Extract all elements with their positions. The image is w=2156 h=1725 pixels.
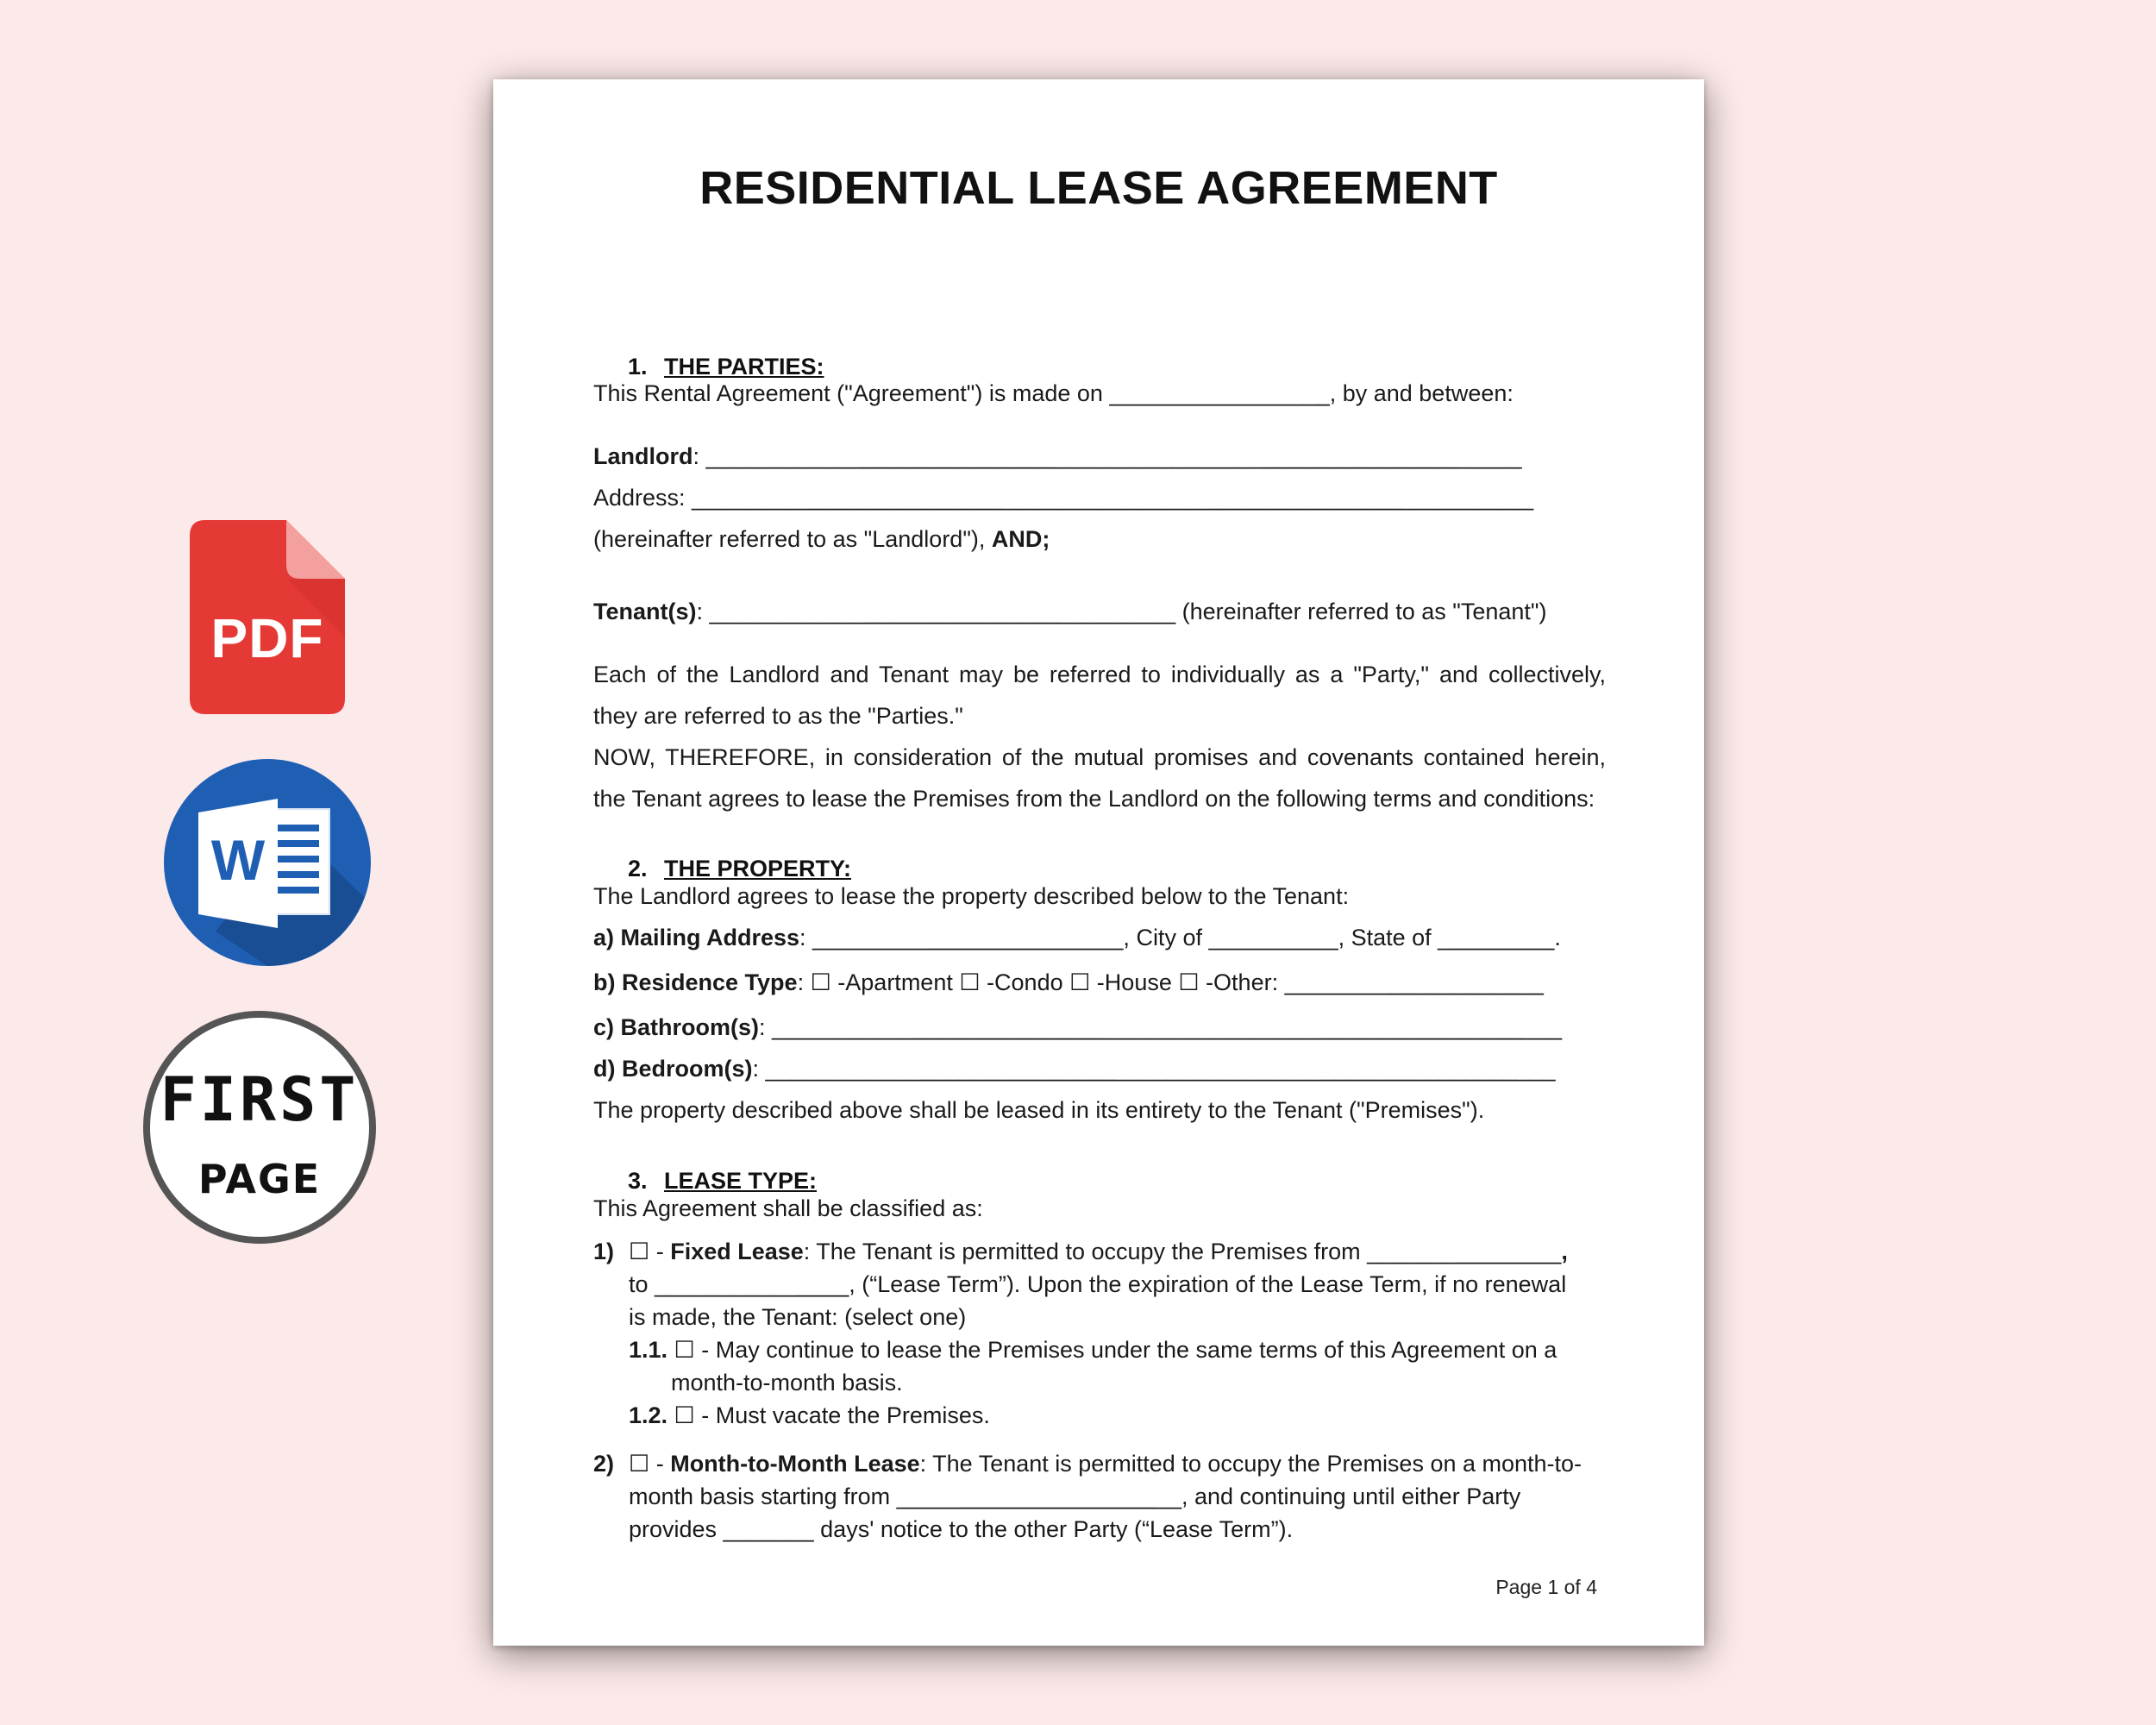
document-title: RESIDENTIAL LEASE AGREEMENT xyxy=(699,162,1498,214)
premises-closing: The property described above shall be leased in its entirety to the Tenant ("Premises"). xyxy=(593,1097,1485,1123)
section-3-heading xyxy=(628,1168,817,1195)
bathrooms-label: c) Bathroom(s) xyxy=(593,1014,760,1040)
fixed-lease-label: Fixed Lease xyxy=(670,1239,804,1264)
first-page-badge xyxy=(143,1011,376,1244)
option-1-number xyxy=(593,1237,614,1266)
checkbox: ☐ - xyxy=(629,1451,671,1477)
section-number: 1. xyxy=(628,354,648,380)
landlord-blank: : _______________________________________________________________ xyxy=(693,443,1522,469)
bathrooms-line xyxy=(593,1013,1562,1042)
section-title: THE PROPERTY: xyxy=(664,856,852,881)
mailing-address-blank: : ________________________, City of __________, State of _________. xyxy=(799,925,1561,950)
month-to-month-line-3: provides _______ days' notice to the other Party (“Lease Term”). xyxy=(629,1516,1294,1542)
lease-type-intro: This Agreement shall be classified as: xyxy=(593,1195,983,1221)
landlord-label: Landlord xyxy=(593,443,693,469)
address-line: Address: _________________________________________________________________ xyxy=(593,485,1534,511)
checkbox: ☐ - xyxy=(629,1239,671,1264)
and-word: AND; xyxy=(991,526,1050,552)
month-to-month-label: Month-to-Month Lease xyxy=(670,1451,920,1477)
svg-text:W: W xyxy=(210,828,266,892)
sub-option-number: 1.2. xyxy=(629,1402,668,1428)
section-title: THE PARTIES: xyxy=(664,354,824,380)
parties-paragraph-line-1: Each of the Landlord and Tenant may be referred to individually as a "Party," and collectively, xyxy=(593,662,1606,687)
sub-option-number: 1.1. xyxy=(629,1337,668,1363)
bedrooms-line xyxy=(593,1054,1556,1083)
tenant-label: Tenant(s) xyxy=(593,599,697,624)
option-2-number xyxy=(593,1449,614,1478)
pdf-file-icon xyxy=(190,520,345,714)
residence-type-options: : ☐ -Apartment ☐ -Condo ☐ -House ☐ -Other: ____________________ xyxy=(797,969,1544,995)
therefore-line-1: NOW, THEREFORE, in consideration of the mutual promises and covenants contained herein, xyxy=(593,744,1606,770)
section-number: 2. xyxy=(628,856,648,881)
month-to-month-line-2: month basis starting from ______________________, and continuing until either Party xyxy=(629,1484,1521,1509)
page-label: PAGE xyxy=(197,1156,322,1202)
fixed-lease-line-3: is made, the Tenant: (select one) xyxy=(629,1304,967,1330)
fixed-lease-line xyxy=(629,1237,1568,1266)
to-blank: to _______________ xyxy=(629,1271,849,1297)
hereinafter-landlord xyxy=(593,524,1050,554)
fixed-lease-line-2 xyxy=(629,1270,1566,1299)
first-label: FIRST xyxy=(160,1064,360,1135)
fixed-lease-text: : The Tenant is permitted to occupy the Premises from _______________ xyxy=(803,1239,1562,1264)
tenant-blank: : ____________________________________ (hereinafter referred to as "Tenant") xyxy=(696,599,1547,624)
section-title: LEASE TYPE: xyxy=(664,1168,818,1194)
option-number: 2) xyxy=(593,1451,615,1477)
property-intro: The Landlord agrees to lease the property described below to the Tenant: xyxy=(593,883,1350,909)
sub-option-1-1 xyxy=(629,1335,1557,1364)
hereinafter-text: (hereinafter referred to as "Landlord"), xyxy=(593,526,992,552)
lease-term-text: , (“Lease Term”). Upon the expiration of the Lease Term, if no renewal xyxy=(849,1271,1567,1297)
parties-intro: This Rental Agreement ("Agreement") is made on _________________, by and between: xyxy=(593,380,1514,406)
section-2-heading xyxy=(628,856,851,882)
parties-paragraph-line-2: they are referred to as the "Parties." xyxy=(593,703,963,729)
mailing-address-label: a) Mailing Address xyxy=(593,925,800,950)
month-to-month-text: : The Tenant is permitted to occupy the Premises on a month-to- xyxy=(919,1451,1583,1477)
page-number: Page 1 of 4 xyxy=(1495,1576,1597,1598)
pdf-label: PDF xyxy=(210,607,324,669)
sub-option-1-1-line-2: month-to-month basis. xyxy=(671,1370,903,1396)
document-page xyxy=(493,79,1704,1646)
option-number: 1) xyxy=(593,1239,615,1264)
comma: , xyxy=(1561,1239,1568,1264)
microsoft-word-icon xyxy=(164,759,371,966)
month-to-month-line xyxy=(629,1449,1582,1478)
therefore-line-2: the Tenant agrees to lease the Premises from the Landlord on the following terms and conditions: xyxy=(593,786,1595,812)
sub-option-1-2 xyxy=(629,1401,990,1430)
sub-option-text: ☐ - May continue to lease the Premises under the same terms of this Agreement on a xyxy=(667,1337,1557,1363)
residence-type-line xyxy=(593,968,1544,997)
sub-option-text: ☐ - Must vacate the Premises. xyxy=(667,1402,990,1428)
bedrooms-blank: : _____________________________________________________________ xyxy=(752,1056,1556,1082)
tenant-line xyxy=(593,597,1546,626)
landlord-line xyxy=(593,442,1522,471)
section-number: 3. xyxy=(628,1168,648,1194)
residence-type-label: b) Residence Type xyxy=(593,969,798,995)
bedrooms-label: d) Bedroom(s) xyxy=(593,1056,753,1082)
mailing-address-line xyxy=(593,923,1561,952)
bathrooms-blank: : _____________________________________________________________ xyxy=(759,1014,1563,1040)
section-1-heading xyxy=(628,354,824,380)
